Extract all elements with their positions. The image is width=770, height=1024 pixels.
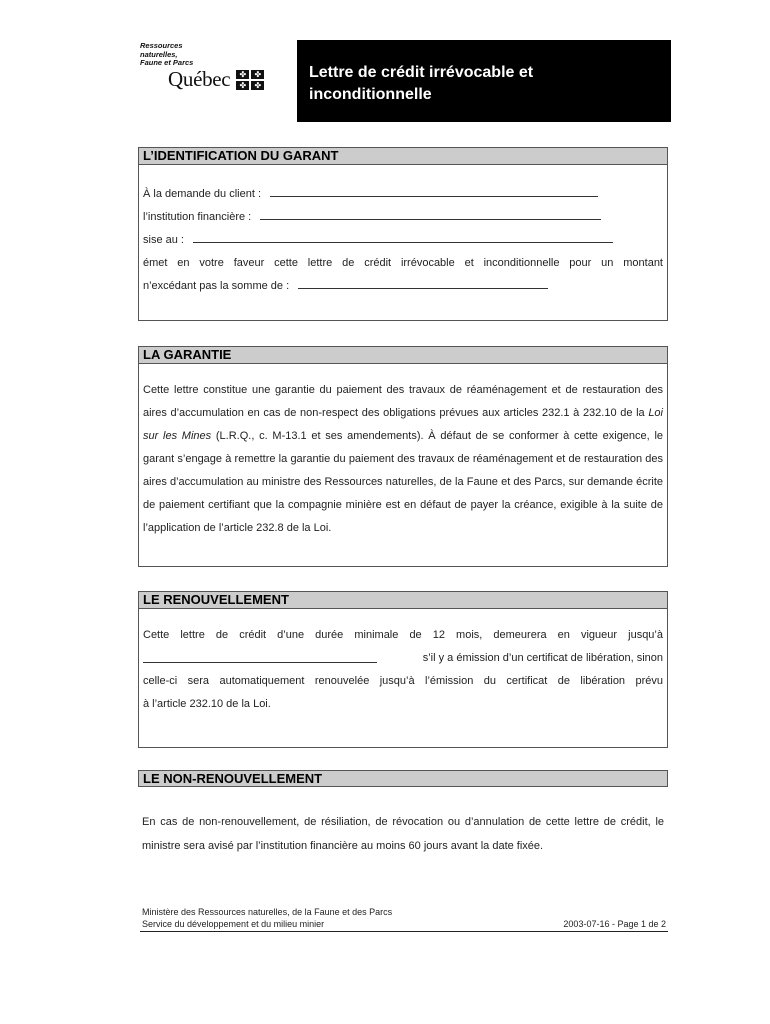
footer-page-number: 2003-07-16 - Page 1 de 2 <box>563 919 666 929</box>
address-blank-line <box>193 234 613 243</box>
section-guarantee <box>138 346 668 567</box>
institution-label: l’institution financière : <box>143 211 252 223</box>
section-non-renewal <box>138 770 668 858</box>
logo-wordmark <box>168 67 264 92</box>
document-title-line1: Lettre de crédit irrévocable et <box>309 64 534 81</box>
page-footer <box>142 906 666 930</box>
section-heading: LA GARANTIE <box>139 347 667 364</box>
guarantee-text-part1: Cette lettre constitue une garantie du paiement des travaux de réaménagement et de restauration des aires d’accumulation en cas de non-respect des obligations prévues aux articles 232.1 à 232.10 de la <box>143 384 663 419</box>
renewal-date-field <box>143 647 663 670</box>
client-label: À la demande du client : <box>143 188 262 200</box>
quebec-ministry-logo <box>140 42 290 94</box>
non-renewal-paragraph: En cas de non-renouvellement, de résiliation, de révocation ou d’annulation de cette lettre de crédit, le ministre sera avisé par l’institution financière au moins 60 jours avant la date fixée. <box>142 816 664 852</box>
footer-ministry: Ministère des Ressources naturelles, de la Faune et des Parcs <box>142 907 393 917</box>
renewal-line1: Cette lettre de crédit d’une durée minimale de 12 mois, demeurera en vigueur jusqu’à <box>143 629 663 641</box>
renewal-line4: à l’article 232.10 de la Loi. <box>143 698 271 710</box>
logo-text-line1: Ressources <box>140 41 183 50</box>
issue-statement: émet en votre faveur cette lettre de crédit irrévocable et inconditionnelle pour un montant <box>143 257 663 269</box>
section-renewal <box>138 591 668 748</box>
section-heading: LE RENOUVELLEMENT <box>139 592 667 609</box>
footer-service: Service du développement et du milieu minier <box>142 919 325 929</box>
amount-field <box>143 275 663 298</box>
section-heading: L’IDENTIFICATION DU GARANT <box>139 148 667 165</box>
document-title-line2: inconditionnelle <box>309 86 432 103</box>
section-heading: LE NON-RENOUVELLEMENT <box>138 770 668 787</box>
client-field <box>143 183 663 206</box>
guarantee-paragraph <box>143 379 663 540</box>
section-guarantor-identification <box>138 147 668 321</box>
law-title: Loi sur les Mines <box>143 407 663 442</box>
logo-text-line2: naturelles, <box>140 49 178 59</box>
fleur-de-lis-flag-icon: ✤ ✤ ✤ ✤ <box>236 70 264 90</box>
renewal-line2: s’il y a émission d’un certificat de libération, sinon <box>422 652 663 664</box>
logo-text-line3: Faune et Parcs <box>140 58 194 67</box>
client-blank-line <box>270 188 598 197</box>
renewal-line3: celle-ci sera automatiquement renouvelée jusqu’à l’émission du certificat de libération prévu <box>143 675 663 687</box>
footer-divider <box>140 931 668 932</box>
address-label: sise au : <box>143 234 184 246</box>
document-title <box>297 40 671 122</box>
renewal-date-blank-line <box>143 654 377 663</box>
amount-blank-line <box>298 280 548 289</box>
guarantee-text-part2: (L.R.Q., c. M-13.1 et ses amendements). À défaut de se conformer à cette exigence, le garant s’engage à remettre la garantie du paiement des travaux de réaménagement et de restauration des aires d’accumulation au ministre des Ressources naturelles, de la Faune et des Parcs, sur demande écrite de paiement certifiant que la compagnie minière est en défaut de payer la créance, exigible à la suite de l’application de l’article 232.8 de la Loi. <box>143 430 664 534</box>
institution-field <box>143 206 663 229</box>
institution-blank-line <box>260 211 601 220</box>
amount-label: n’excédant pas la somme de : <box>143 280 290 292</box>
address-field <box>143 229 663 252</box>
logo-quebec-name: Québec <box>168 67 231 91</box>
